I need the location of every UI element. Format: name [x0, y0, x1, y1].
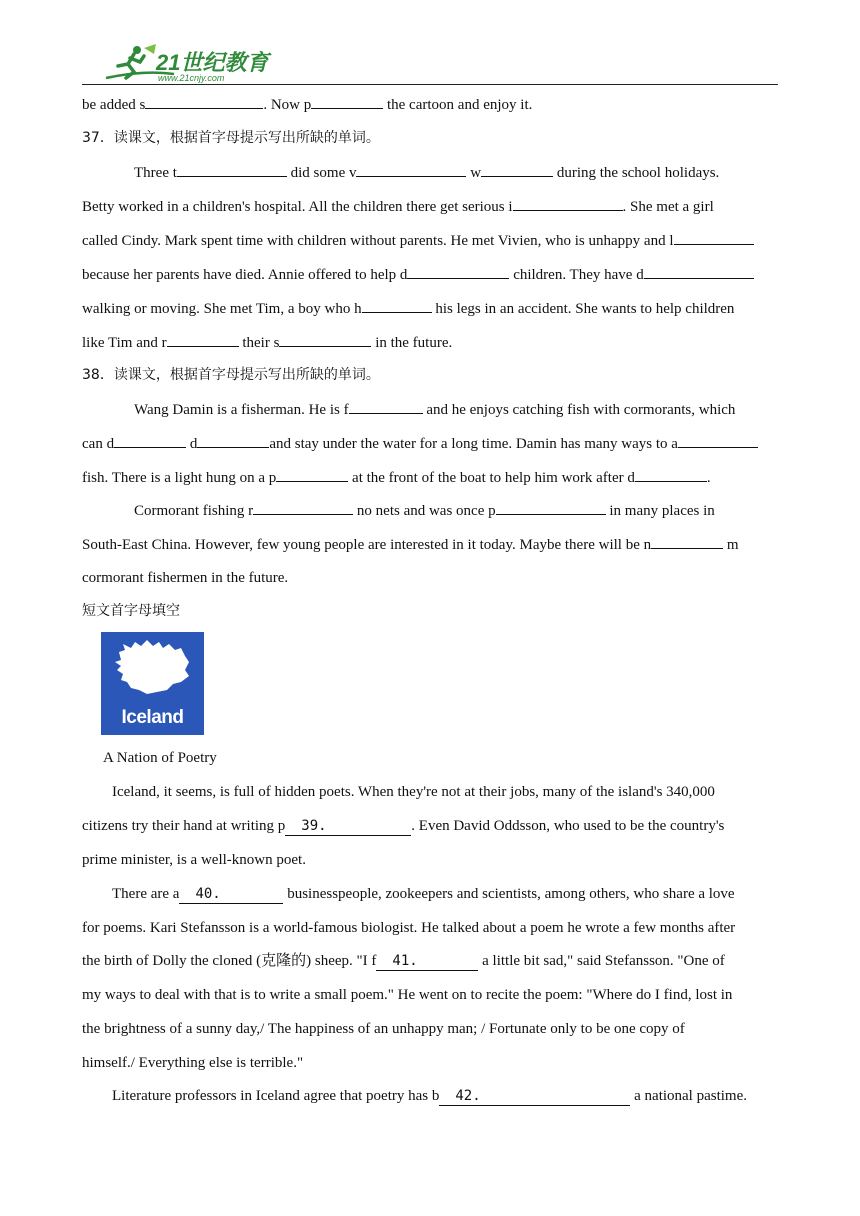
logo-text: 21世纪教育	[156, 50, 269, 75]
header-logo	[104, 42, 274, 84]
text-line: Literature professors in Iceland agree that poetry has b 42. a national pastime.	[112, 1088, 748, 1104]
answer-blank-40[interactable]: 40.	[179, 885, 283, 904]
answer-blank[interactable]	[496, 500, 606, 515]
text-line: fish. There is a light hung on a p at the front of the boat to help him work after d .	[82, 467, 782, 488]
text-line: Cormorant fishing r no nets and was once p in many places in	[134, 500, 834, 521]
answer-blank[interactable]	[513, 196, 623, 211]
question-38-heading: 38．读课文，根据首字母提示写出所缺的单词。	[82, 367, 380, 383]
answer-blank[interactable]	[177, 162, 287, 177]
badge-label: Iceland	[121, 707, 184, 728]
text-line: walking or moving. She met Tim, a boy who h his legs in an accident. She wants to help children	[82, 298, 782, 319]
text-line: There are a 40. businesspeople, zookeepers and scientists, among others, who share a love	[112, 886, 735, 902]
text-line: prime minister, is a well-known poet.	[82, 852, 306, 868]
answer-blank[interactable]	[114, 433, 186, 448]
text-line: himself./ Everything else is terrible."	[82, 1055, 304, 1071]
text-line: Iceland, it seems, is full of hidden poets. When they're not at their jobs, many of the island's 340,000	[112, 784, 715, 800]
iceland-map-icon	[101, 632, 204, 707]
running-man-logo-icon	[104, 42, 274, 84]
text-line: South-East China. However, few young people are interested in it today. Maybe there will be n m	[82, 534, 778, 555]
answer-blank[interactable]	[279, 332, 371, 347]
question-37-heading: 37．读课文，根据首字母提示写出所缺的单词。	[82, 130, 380, 146]
text-line: called Cindy. Mark spent time with children without parents. He met Vivien, who is unhappy and l	[82, 230, 778, 251]
text-line: the brightness of a sunny day,/ The happiness of an unhappy man; / Fortunate only to be one copy of	[82, 1021, 685, 1037]
text-line: can d d and stay under the water for a long time. Damin has many ways to a	[82, 433, 778, 454]
answer-blank[interactable]	[356, 162, 466, 177]
text-line: Betty worked in a children's hospital. All the children there get serious i . She met a girl	[82, 196, 782, 217]
answer-blank[interactable]	[481, 162, 553, 177]
header-rule	[82, 84, 778, 85]
answer-blank[interactable]	[311, 94, 383, 109]
answer-blank[interactable]	[644, 264, 754, 279]
article-title: A Nation of Poetry	[103, 750, 217, 766]
iceland-badge	[101, 632, 204, 735]
answer-blank-42[interactable]: 42.	[439, 1087, 630, 1106]
text-line: for poems. Kari Stefansson is a world-famous biologist. He talked about a poem he wrote a few months after	[82, 920, 736, 936]
answer-blank[interactable]	[276, 467, 348, 482]
section-heading: 短文首字母填空	[82, 603, 180, 619]
answer-blank[interactable]	[253, 500, 353, 515]
answer-blank[interactable]	[635, 467, 707, 482]
answer-blank[interactable]	[349, 399, 423, 414]
logo-url-text: www.21cnjy.com	[158, 73, 225, 83]
text-line: like Tim and r their s in the future.	[82, 332, 782, 353]
answer-blank[interactable]	[362, 298, 432, 313]
answer-blank-41[interactable]: 41.	[376, 952, 478, 971]
answer-blank[interactable]	[197, 433, 269, 448]
text-line: cormorant fishermen in the future.	[82, 570, 289, 586]
text-line: Wang Damin is a fisherman. He is f and he enjoys catching fish with cormorants, which	[134, 399, 834, 420]
answer-blank[interactable]	[167, 332, 239, 347]
answer-blank[interactable]	[145, 94, 263, 109]
text-line: the birth of Dolly the cloned (克隆的) sheep. "I f 41. a little bit sad," said Stefansson. "One of	[82, 953, 725, 969]
answer-blank[interactable]	[674, 230, 754, 245]
text-line: be added s . Now p the cartoon and enjoy it.	[82, 94, 782, 115]
text-line: my ways to deal with that is to write a small poem." He went on to recite the poem: "Where do I find, lost in	[82, 987, 733, 1003]
answer-blank[interactable]	[678, 433, 758, 448]
answer-blank-39[interactable]: 39.	[285, 817, 411, 836]
text-line: because her parents have died. Annie offered to help d children. They have d	[82, 264, 778, 285]
answer-blank[interactable]	[651, 534, 723, 549]
answer-blank[interactable]	[407, 264, 509, 279]
text-line: Three t did some v w during the school holidays.	[134, 162, 834, 183]
text-line: citizens try their hand at writing p 39. . Even David Oddsson, who used to be the country's	[82, 818, 725, 834]
